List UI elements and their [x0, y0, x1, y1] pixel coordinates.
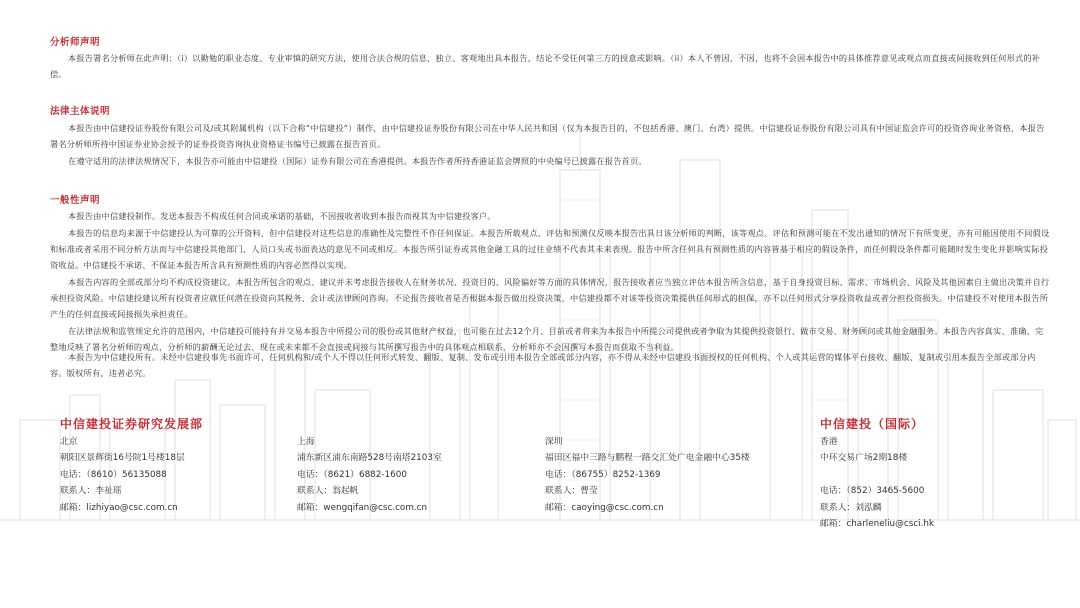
analyst-declaration-text: 本报告署名分析师在此声明：（i）以勤勉的职业态度、专业审慎的研究方法，使用合法合规的信息，独立、客观地出具本报告，结论不受任何第三方的授意或影响。（ii）本人不曾因，不因，也将不会因本报告中的具体推荐意见或观点而直接或间接收到任何形式的补偿。	[50, 53, 1041, 79]
office-city: 深圳	[545, 437, 563, 447]
general-statement-text-3: 本报告内容的全部或部分均不构成投资建议。本报告所包含的观点、建议并未考虑报告接收人在财务状况、投资目的、风险偏好等方面的具体情况，报告接收者应当独立评估本报告所含信息，基于自身投资目标、需求、市场机会、风险及其他因素自主做出决策并自行承担投资风险。中信建投建议所有投资者应就任何潜在投资向其税务、会计或法律顾问咨询。不论报告接收者是否根据本报告做出投资决策，中信建投都不对该等投资决策提供任何形式的担保，亦不以任何形式分享投资收益或者分担投资损失。中信建投不对使用本报告所产生的任何直接或间接损失承担责任。	[50, 277, 1050, 319]
general-statement-text-4: 在法律法规和监管规定允许的范围内，中信建投可能持有并交易本报告中所提公司的股份或其他财产权益，也可能在过去12个月、目前或者将来为本报告中所提公司提供或者争取为其提供投资银行、做市交易、财务顾问或其他金融服务。本报告内容真实、准确、完整地反映了署名分析师的观点，分析师的薪酬无论过去、现在或未来都不会直接或间接与其所撰写报告中的具体观点相联系，分析师亦不会因撰写本报告而获取不当利益。	[50, 326, 1044, 352]
office-address: 朝阳区景辉街16号院1号楼18层	[60, 453, 185, 464]
office-email: 邮箱：charleneliu@csci.hk	[820, 519, 935, 530]
general-statement-text-2: 本报告的信息均来源于中信建投认为可靠的公开资料，但中信建投对这些信息的准确性及完整性不作任何保证。本报告所载观点、评估和预测仅反映本报告出具日该分析师的判断，该等观点、评估和预测可能在不发出通知的情况下有所变更，亦有可能因使用不同假设和标准或者采用不同分析方法而与中信建投其他部门、人员口头或书面表达的意见不同或相反。本报告所引证券或其他金融工具的过往业绩不代表其未来表现。报告中所含任何具有预测性质的内容皆基于相应的假设条件，而任何假设条件都可能随时发生变化并影响实际投资收益。中信建投不承诺、不保证本报告所含具有预测性质的内容必然得以实现。	[50, 228, 1050, 270]
office-shanghai	[297, 434, 442, 516]
legal-entity-title: 法律主体说明	[50, 106, 111, 117]
office-email: 邮箱：wengqifan@csc.com.cn	[297, 502, 428, 513]
office-city: 北京	[60, 437, 78, 447]
office-shenzhen	[545, 434, 750, 516]
office-address: 福田区福中三路与鹏程一路交汇处广电金融中心35楼	[545, 453, 750, 464]
office-contact: 联系人：刘泓麟	[820, 502, 882, 513]
general-statement-text-5: 本报告为中信建投所有。未经中信建投事先书面许可，任何机构和/或个人不得以任何形式转发、翻版、复制、发布或引用本报告全部或部分内容，亦不得从未经中信建投书面授权的任何机构、个人或其运营的媒体平台接收、翻版、复制或引用本报告全部或部分内容。版权所有，违者必究。	[50, 352, 1036, 378]
office-phone: 电话：（8610）56135088	[60, 469, 167, 480]
office-contact: 联系人：李祉瑶	[60, 486, 122, 497]
office-phone: 电话：（8621）6882-1600	[297, 469, 407, 480]
office-beijing	[60, 434, 185, 516]
office-contact: 联系人：曹莹	[545, 486, 598, 497]
office-city: 香港	[820, 437, 838, 447]
office-hongkong	[820, 434, 934, 532]
office-phone: 电话：（86755）8252-1369	[545, 469, 661, 480]
office-email: 邮箱：caoying@csc.com.cn	[545, 502, 664, 513]
office-email: 邮箱：lizhiyao@csc.com.cn	[60, 502, 178, 513]
office-contact: 联系人：翁起帆	[297, 486, 359, 497]
legal-entity-text-2: 在遵守适用的法律法规情况下，本报告亦可能由中信建投（国际）证券有限公司在香港提供。本报告作者所持香港证监会牌照的中央编号已披露在报告首页。	[68, 156, 647, 166]
general-statement-title: 一般性声明	[50, 195, 101, 206]
office-address: 浦东新区浦东南路528号南塔2103室	[297, 453, 442, 464]
research-dept-title: 中信建投证券研究发展部	[60, 417, 204, 431]
office-phone: 电话：（852）3465-5600	[820, 486, 925, 497]
analyst-declaration-title: 分析师声明	[50, 37, 101, 48]
office-city: 上海	[297, 437, 315, 447]
legal-entity-text-1: 本报告由中信建投证券股份有限公司及/或其附属机构（以下合称“中信建投”）制作，由中信建投证券股份有限公司在中华人民共和国（仅为本报告目的，不包括香港、澳门、台湾）提供。中信建投证券股份有限公司具有中国证监会许可的投资咨询业务资格，本报告署名分析师所持中国证券业协会授予的证券投资咨询执业资格证书编号已披露在报告首页。	[50, 123, 1045, 149]
general-statement-text-1: 本报告由中信建投制作。发送本报告不构成任何合同或承诺的基础，不因接收者收到本报告而视其为中信建投客户。	[68, 211, 496, 221]
office-address: 中环交易广场2期18楼	[820, 453, 908, 464]
intl-company-title: 中信建投（国际）	[820, 417, 925, 431]
